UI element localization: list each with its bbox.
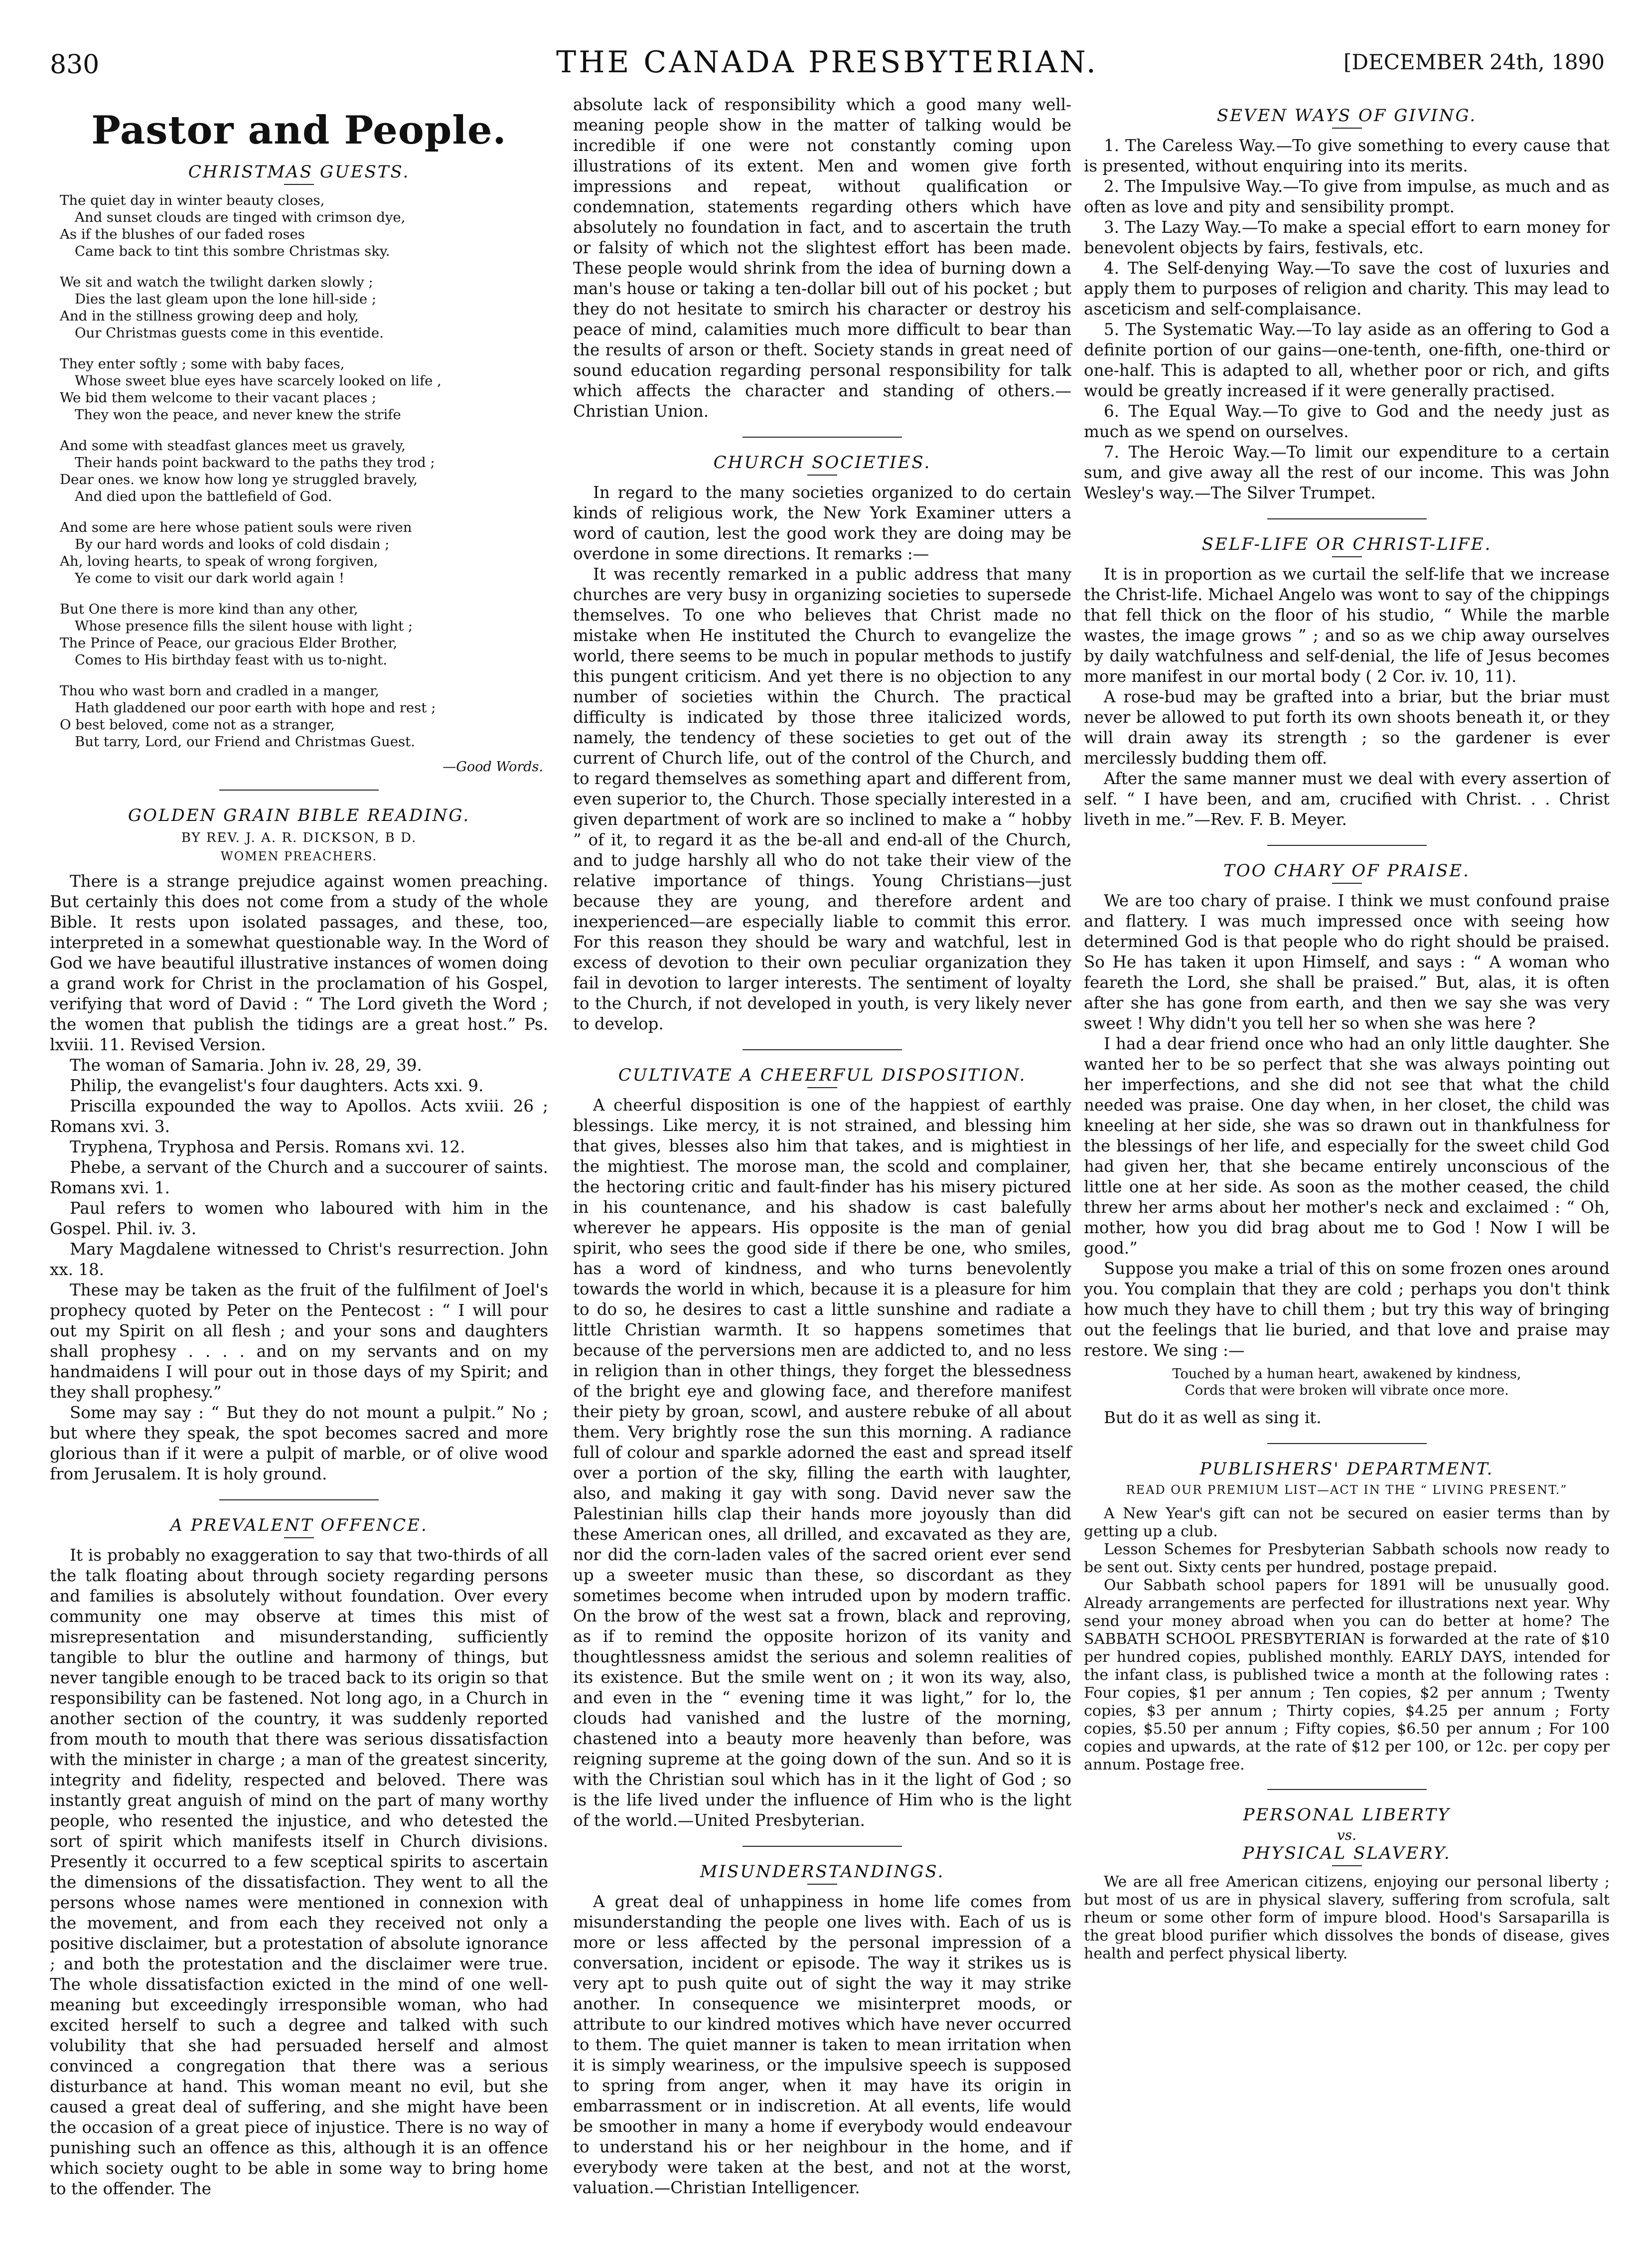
poem-line: By our hard words and looks of cold disdain ; <box>75 536 390 552</box>
paragraph: 5. The Systematic Way.—To lay aside as an offering to God a definite portion of our gains—one-tenth, one-fifth, one-third or one-half. This is adapted to all, whether poor or rich, and gifts would be greatly increased if it were generally practised. <box>1084 320 1610 400</box>
paragraph: A New Year's gift can not be secured on easier terms than by getting up a club. <box>1084 1505 1610 1540</box>
poem-line: Dies the last gleam upon the lone hill-side ; <box>75 291 377 307</box>
poem-line: And died upon the battlefield of God. <box>75 488 332 504</box>
poem-line: Hath gladdened our poor earth with hope and rest ; <box>75 700 436 716</box>
poem-line: They won the peace, and never knew the strife <box>75 407 401 423</box>
article-title-publishers: PUBLISHERS' DEPARTMENT. <box>1199 1459 1494 1479</box>
paragraph: A rose-bud may be grafted into a briar, but the briar must never be allowed to put forth its own shoots beneath it, or they will drain away its strength ; so the gardener is ever mercilessly budding them off. <box>1084 687 1610 768</box>
poem-line: But tarry, Lord, our Friend and Christmas Guest. <box>75 734 415 750</box>
poem-line: As if the blushes of our faded roses <box>60 226 305 242</box>
paragraph: Paul refers to women who laboured with him in the Gospel. Phil. iv. 3. <box>50 1199 548 1238</box>
column-3 <box>1084 95 1610 1963</box>
divider <box>1332 883 1362 884</box>
paragraph: Phebe, a servant of the Church and a succourer of saints. Romans xvi. 1. <box>50 1158 548 1197</box>
poem-stanza <box>60 274 548 341</box>
paragraph: Priscilla expounded the way to Apollos. Acts xviii. 26 ; Romans xvi. 3. <box>50 1097 548 1136</box>
poem-line: They enter softly ; some with baby faces, <box>60 356 345 372</box>
poem-stanza <box>60 355 548 423</box>
paragraph: Our Sabbath school papers for 1891 will be unusually good. Already arrangements are perfected for illustrations next year. Why send your money abroad when you can do better at home? The SABBATH SCHOOL PRESBYTERIAN is forwarded at the rate of $10 per hundred copies, published monthly. EARLY DAYS, intended for the infant class, is published twice a month at the following rates : Four copies, $1 per annum ; Ten copies, $2 per annum ; Twenty copies, $3 per annum ; Thirty copies, $4.25 per annum ; Forty copies, $5.50 per annum ; Fifty copies, $6.50 per annum ; For 100 copies and upwards, at the rate of $12 per 100, or 12c. per copy per annum. Postage free. <box>1084 1577 1610 1774</box>
paragraph: Mary Magdalene witnessed to Christ's resurrection. John xx. 18. <box>50 1240 548 1279</box>
verse-line: Cords that were broken will vibrate once more. <box>1185 1383 1509 1398</box>
paragraph: It is in proportion as we curtail the self-life that we increase the Christ-life. Michael Angelo was wont to say of the chippings that fell thick on the floor of his studio, “ While the marble wastes, the image grows ” ; and so as we chip away ourselves by daily watchfulness and self-denial, the life of Jesus becomes more manifest in our mortal body ( 2 Cor. iv. 10, 11). <box>1084 565 1610 686</box>
verse-line: Touched by a human heart, awakened by kindness, <box>1172 1366 1521 1382</box>
poem-line: Our Christmas guests come in this eventide. <box>75 325 384 341</box>
paragraph: 2. The Impulsive Way.—To give from impulse, as much and as often as love and pity and sensibility prompt. <box>1084 177 1610 216</box>
paragraph: 7. The Heroic Way.—To limit our expenditure to a certain sum, and give away all the rest of our income. This was John Wesley's way.—The Silver Trumpet. <box>1084 443 1610 502</box>
continued-text: absolute lack of responsibility which a good many well-meaning people show in the matter of talking would be incredible if one were not constantly coming upon illustrations of its extent. Men and women give forth impressions and repeat, without qualification or condemnation, statements regarding others which have absolutely no foundation in fact, and to ascertain the truth or falsity of which not the slightest effort has been made. These people would shrink from the idea of burning down a man's house or taking a ten-dollar bill out of his pocket ; but they do not hesitate to smirch his character or destroy his peace of mind, calamities much more difficult to bear than the results of arson or theft. Society stands in great need of sound education regarding personal responsibility for talk which affects the character and standing of others.—Christian Union. <box>573 95 1071 421</box>
poem-line: We bid them welcome to their vacant places ; <box>60 390 377 406</box>
subtitle: WOMEN PREACHERS. <box>220 849 378 863</box>
poem-line: And some are here whose patient souls were riven <box>60 519 412 535</box>
article-body <box>1084 1873 1610 1963</box>
article-body <box>1084 1505 1610 1774</box>
article-title-prevalent-offence: A PREVALENT OFFENCE. <box>170 1515 428 1535</box>
poem-stanza <box>60 519 548 587</box>
paragraph: We are too chary of praise. I think we must confound praise and flattery. I was much impressed once with seeing how determined God is that people who do right should be praised. So He has taken it upon Himself, and says : “ A woman who feareth the Lord, she shall be praised.” But, alas, it is often after she has gone from earth, and then we say she was very sweet ! Why didn't you tell her so when she was here ? <box>1084 891 1610 1033</box>
poem-line: Ah, loving hearts, to speak of wrong forgiven, <box>60 553 378 569</box>
versus-label: vs. <box>1337 1827 1357 1843</box>
article-title-self-life: SELF-LIFE OR CHRIST-LIFE. <box>1201 534 1492 554</box>
paragraph: 3. The Lazy Way.—To make a special effort to earn money for benevolent objects by fairs, festivals, etc. <box>1084 218 1610 257</box>
divider <box>284 184 314 185</box>
divider <box>1332 128 1362 129</box>
poem-line: Thou who wast born and cradled in a manger, <box>60 683 379 699</box>
paragraph: Lesson Schemes for Presbyterian Sabbath schools now ready to be sent out. Sixty cents per hundred, postage prepaid. <box>1084 1541 1610 1576</box>
attribution: —Good Words. <box>443 759 543 775</box>
section-rule <box>219 790 379 791</box>
section-rule <box>743 1846 902 1847</box>
article-body <box>573 483 1071 1034</box>
paragraph: The woman of Samaria. John iv. 28, 29, 39. <box>70 1056 422 1075</box>
issue-date: [DECEMBER 24th, 1890 <box>1344 50 1605 74</box>
article-title-physical-slavery: PHYSICAL SLAVERY. <box>1242 1843 1451 1863</box>
poem-line: But One there is more kind than any other, <box>60 601 358 617</box>
section-title: Pastor and People. <box>91 108 507 153</box>
paragraph: Philip, the evangelist's four daughters. Acts xxi. 9. <box>70 1076 484 1095</box>
section-rule <box>1267 1789 1427 1790</box>
paragraph: 6. The Equal Way.—To give to God and the needy just as much as we spend on ourselves. <box>1084 402 1610 441</box>
paragraph: These may be taken as the fruit of the fulfilment of Joel's prophecy quoted by Peter on the Pentecost : “ I will pour out my Spirit on all flesh ; and your sons and daughters shall prophesy . . . . and on my servants and on my handmaidens I will pour out in those days of my Spirit; and they shall prophesy.” <box>50 1281 548 1402</box>
paragraph: In regard to the many societies organized to do certain kinds of religious work, the New York Examiner utters a word of caution, lest the good work they are doing may be overdone in some directions. It remarks :— <box>573 483 1071 563</box>
poem-line: And in the stillness growing deep and holy, <box>60 308 359 324</box>
article-title-golden-grain: GOLDEN GRAIN BIBLE READING. <box>128 806 470 825</box>
poem-line: The Prince of Peace, our gracious Elder Brother, <box>60 635 398 651</box>
divider <box>807 475 837 476</box>
article-body <box>1084 136 1610 503</box>
poem-stanza <box>60 192 548 260</box>
paragraph: 1. The Careless Way.—To give something to every cause that is presented, without enquiring into its merits. <box>1084 136 1610 175</box>
paragraph: Suppose you make a trial of this on some frozen ones around you. You complain that they are cold ; perhaps you don't think how much they have to chill them ; but try this way of bringing out the feelings that lie buried, and that love and praise may restore. We sing :— <box>1084 1259 1610 1360</box>
section-rule <box>219 1499 379 1500</box>
article-title-misunderstandings: MISUNDERSTANDINGS. <box>700 1862 945 1882</box>
poem-line: We sit and watch the twilight darken slowly ; <box>60 274 373 290</box>
article-body <box>573 1095 1071 1831</box>
article-title-too-chary: TOO CHARY OF PRAISE. <box>1223 861 1470 881</box>
column-1 <box>50 95 548 2199</box>
article-title-cheerful: CULTIVATE A CHEERFUL DISPOSITION. <box>618 1065 1027 1085</box>
article-body <box>50 1545 548 2199</box>
poem <box>50 192 548 750</box>
masthead <box>50 35 1605 80</box>
page-number: 830 <box>50 50 100 80</box>
poem-line: Their hands point backward to the paths they trod ; <box>75 455 435 471</box>
paragraph: Some may say : “ But they do not mount a pulpit.” No ; but where they speak, the spot becomes sacred and more glorious than if it were a pulpit of marble, or of olive wood from Jerusalem. It is holy ground. <box>50 1403 548 1483</box>
poem-stanza <box>60 437 548 505</box>
paragraph: There is a strange prejudice against women preaching. But certainly this does not come from a study of the whole Bible. It rests upon isolated passages, and these, too, interpreted in a somewhat questionable way. In the Word of God we have beautiful illustrative instances of women doing a grand work for Christ in the proclamation of his Gospel, verifying that word of David : “ The Lord giveth the Word ; the women that publish the tidings are a great host.” Ps. lxviii. 11. Revised Version. <box>50 872 548 1054</box>
poem-stanza <box>60 682 548 750</box>
paragraph: A cheerful disposition is one of the happiest of earthly blessings. Like mercy, it is not strained, and blessing him that gives, blesses also him that takes, and is mightiest in the mightiest. The morose man, the scold and complainer, the hectoring critic and fault-finder has his misery pictured in his countenance, and his shadow is cast balefully wherever he appears. His opposite is the man of genial spirit, who sees the good side if there be one, who smiles, has a word of kindness, and who turns benevolently towards the world in which, because it is a pleasure for him to do so, he desires to cast a little sunshine and radiate a little Christian warmth. It so happens sometimes that because of the perversions men are addicted to, and no less in religion than in other things, they forget the blessedness of the bright eye and glowing face, and therefore manifest their piety by groan, scowl, and austere rebuke of all about them. Very brightly rose the sun this morning. A radiance full of colour and sparkle adorned the east and spread itself over a portion of the sky, filling the earth with laughter, also, and making it gay with song. David never saw the Palestinian hills clap their hands more joyously than did these American ones, all drilled, and excavated as they are, nor did the corn-laden vales of the sacred orient ever send up a sweeter music than these, so discordant as they sometimes become when intruded upon by modern traffic. On the brow of the west sat a frown, black and reproving, as if to remind the opposite horizon of its vanity and thoughtlessness amidst the serious and solemn realities of its existence. But the smile went on ; it won its way, also, and even in the “ evening time it was light,” for lo, the clouds had vanished and the lustre of the morning, chastened into a beauty more heavenly than before, was reigning supreme at the going down of the sun. And so it is with the Christian soul which has in it the light of God ; so is the life lived under the influence of Him who is the light of the world.—United Presbyterian. <box>573 1096 1071 1830</box>
article-title-seven-ways: SEVEN WAYS OF GIVING. <box>1216 106 1477 126</box>
divider <box>807 1884 837 1885</box>
section-rule <box>1267 1443 1427 1444</box>
paragraph: After the same manner must we deal with every assertion of self. “ I have been, and am, crucified with Christ. . . Christ liveth in me.”—Rev. F. B. Meyer. <box>1084 769 1610 829</box>
paragraph: A great deal of unhappiness in home life comes from misunderstanding the people one lives with. Each of us is more or less affected by the personal impression of a conversation, incident or episode. The way it strikes us is very apt to push quite out of sight the way it may strike another. In consequence we misinterpret moods, or attribute to our kindred motives which have never occurred to them. The quiet manner is taken to mean irritation when it is simply weariness, or the impulsive speech is supposed to spring from anger, when it may have its origin in embarrassment or in indiscretion. At all events, life would be smoother in many a home if everybody would endeavour to understand his or her neighbour in the home, and if everybody were taken at the best, and not at the worst, valuation.—Christian Intelligencer. <box>573 1892 1071 2197</box>
column-2 <box>573 95 1071 2198</box>
poem-line: O best beloved, come not as a stranger, <box>60 717 335 733</box>
poem-line: Dear ones. we know how long ye struggled bravely, <box>60 472 418 487</box>
poem-line: Ye come to visit our dark world again ! <box>75 570 344 586</box>
article-title-church-societies: CHURCH SOCIETIES. <box>713 453 931 473</box>
paragraph: It was recently remarked in a public address that many churches are very busy in organizing societies to supersede themselves. To one who believes that Christ made no mistake when He instituted the Church to evangelize the world, there seems to be much in popular methods to justify this pungent criticism. And yet there is no objection to any number of societies within the Church. The practical difficulty is indicated by those three italicized words, namely, the tendency of these societies to get out of the current of Church life, out of the control of the Church, and to regard themselves as something apart and different from, even superior to, the Church. Those specially interested in a given department of work are so inclined to make a “ hobby ” of it, to regard it as the be-all and end-all of the Church, and to judge harshly all who do not take their view of the relative importance of things. Young Christians—just because they are young, and therefore ardent and inexperienced—are especially liable to commit this error. For this reason they should be wary and watchful, lest in excess of devotion to their own peculiar organization they fail in devotion to larger interests. The sentiment of loyalty to the Church, if not developed in youth, is very likely never to develop. <box>573 565 1071 1033</box>
section-rule <box>1267 518 1427 519</box>
section-rule <box>743 1049 902 1050</box>
section-rule <box>743 437 902 438</box>
article-body <box>1084 891 1610 1361</box>
article-title-personal-liberty: PERSONAL LIBERTY <box>1243 1805 1451 1825</box>
paragraph: It is probably no exaggeration to say that two-thirds of all the talk floating about through society regarding persons and families is absolutely without foundation. Over every community one may observe at times this mist of misrepresentation and misunderstanding, sufficiently tangible to blur the outline and harmony of things, but never tangible enough to be traced back to its origin so that responsibility can be fastened. Not long ago, in a Church in another section of the country, it was suddenly reported from mouth to mouth that there was serious dissatisfaction with the minister in charge ; a man of the greatest sincerity, integrity and fidelity, respected and beloved. There was instantly great anguish of mind on the part of many worthy people, who resented the injustice, and who detested the sort of spirit which manifests itself in Church divisions. Presently it occurred to a few sceptical spirits to ascertain the dimensions of the dissatisfaction. They went to all the persons whose names were mentioned in connexion with the movement, and from each they received not only a positive disclaimer, but a protestation of absolute ignorance ; and both the protestation and the disclaimer were true. The whole dissatisfaction exicted in the mind of one well-meaning but exceedingly irresponsible woman, who had excited herself to such a degree and talked with such volubility that she had persuaded herself and almost convinced a congregation that there was a serious disturbance at hand. This woman meant no evil, but she caused a great deal of suffering, and she might have been the occasion of a great piece of injustice. There is no way of punishing such an offence as this, although it is an offence which society ought to be able in some way to bring home to the offender. The <box>50 1546 548 2198</box>
poem-line: Whose sweet blue eyes have scarcely looked on life , <box>75 373 442 389</box>
article-body <box>1084 564 1610 830</box>
divider <box>1332 556 1362 557</box>
newspaper-title: THE CANADA PRESBYTERIAN. <box>556 45 1098 80</box>
poem-line: And some with steadfast glances meet us gravely, <box>60 438 406 454</box>
article-body <box>573 1892 1071 2198</box>
article-body <box>50 871 548 1484</box>
paragraph: 4. The Self-denying Way.—To save the cost of luxuries and apply them to purposes of religion and charity. This may lead to asceticism and self-complaisance. <box>1084 259 1610 319</box>
paragraph: Tryphena, Tryphosa and Persis. Romans xvi. 12. <box>70 1137 465 1156</box>
article-title-christmas-guests: CHRISTMAS GUESTS. <box>188 162 410 182</box>
poem-line: The quiet day in winter beauty closes, <box>60 192 325 208</box>
closing-line: But do it as well as sing it. <box>1104 1408 1322 1427</box>
paragraph: I had a dear friend once who had an only little daughter. She wanted her to be so perfect that she was always pointing out her imperfections, and she did not see that what the child needed was praise. One day when, in her closet, the child was kneeling at her side, she was so drawn out in thankfulness for the blessings of her life, and especially for the sweet child God had given her, that she became entirely unconscious of the little one at her side. As soon as the mother ceased, the child threw her arms about her mother's neck and exclaimed : “ Oh, mother, how you did brag about me to God ! Now I will be good.” <box>1084 1034 1610 1258</box>
quoted-verse <box>1084 1366 1610 1399</box>
poem-line: Whose presence fills the silent house with light ; <box>75 618 413 634</box>
paragraph: We are all free American citizens, enjoying our personal liberty ; but most of us are in physical slavery, suffering from scrofula, salt rheum or some other form of impure blood. Hood's Sarsaparilla is the great blood purifier which dissolves the bonds of disease, gives health and perfect physical liberty. <box>1084 1873 1610 1962</box>
poem-line: Comes to His birthday feast with us to-night. <box>75 652 388 668</box>
poem-stanza <box>60 601 548 668</box>
subtitle: READ OUR PREMIUM LIST—ACT IN THE “ LIVING PRESENT.” <box>1126 1483 1568 1497</box>
section-rule <box>1267 845 1427 846</box>
divider <box>284 1537 314 1538</box>
poem-line: Came back to tint this sombre Christmas sky. <box>75 243 390 259</box>
byline: BY REV. J. A. R. DICKSON, B D. <box>181 830 417 845</box>
divider <box>807 1087 837 1088</box>
poem-line: And sunset clouds are tinged with crimson dye, <box>75 209 406 225</box>
divider <box>1332 1865 1362 1866</box>
